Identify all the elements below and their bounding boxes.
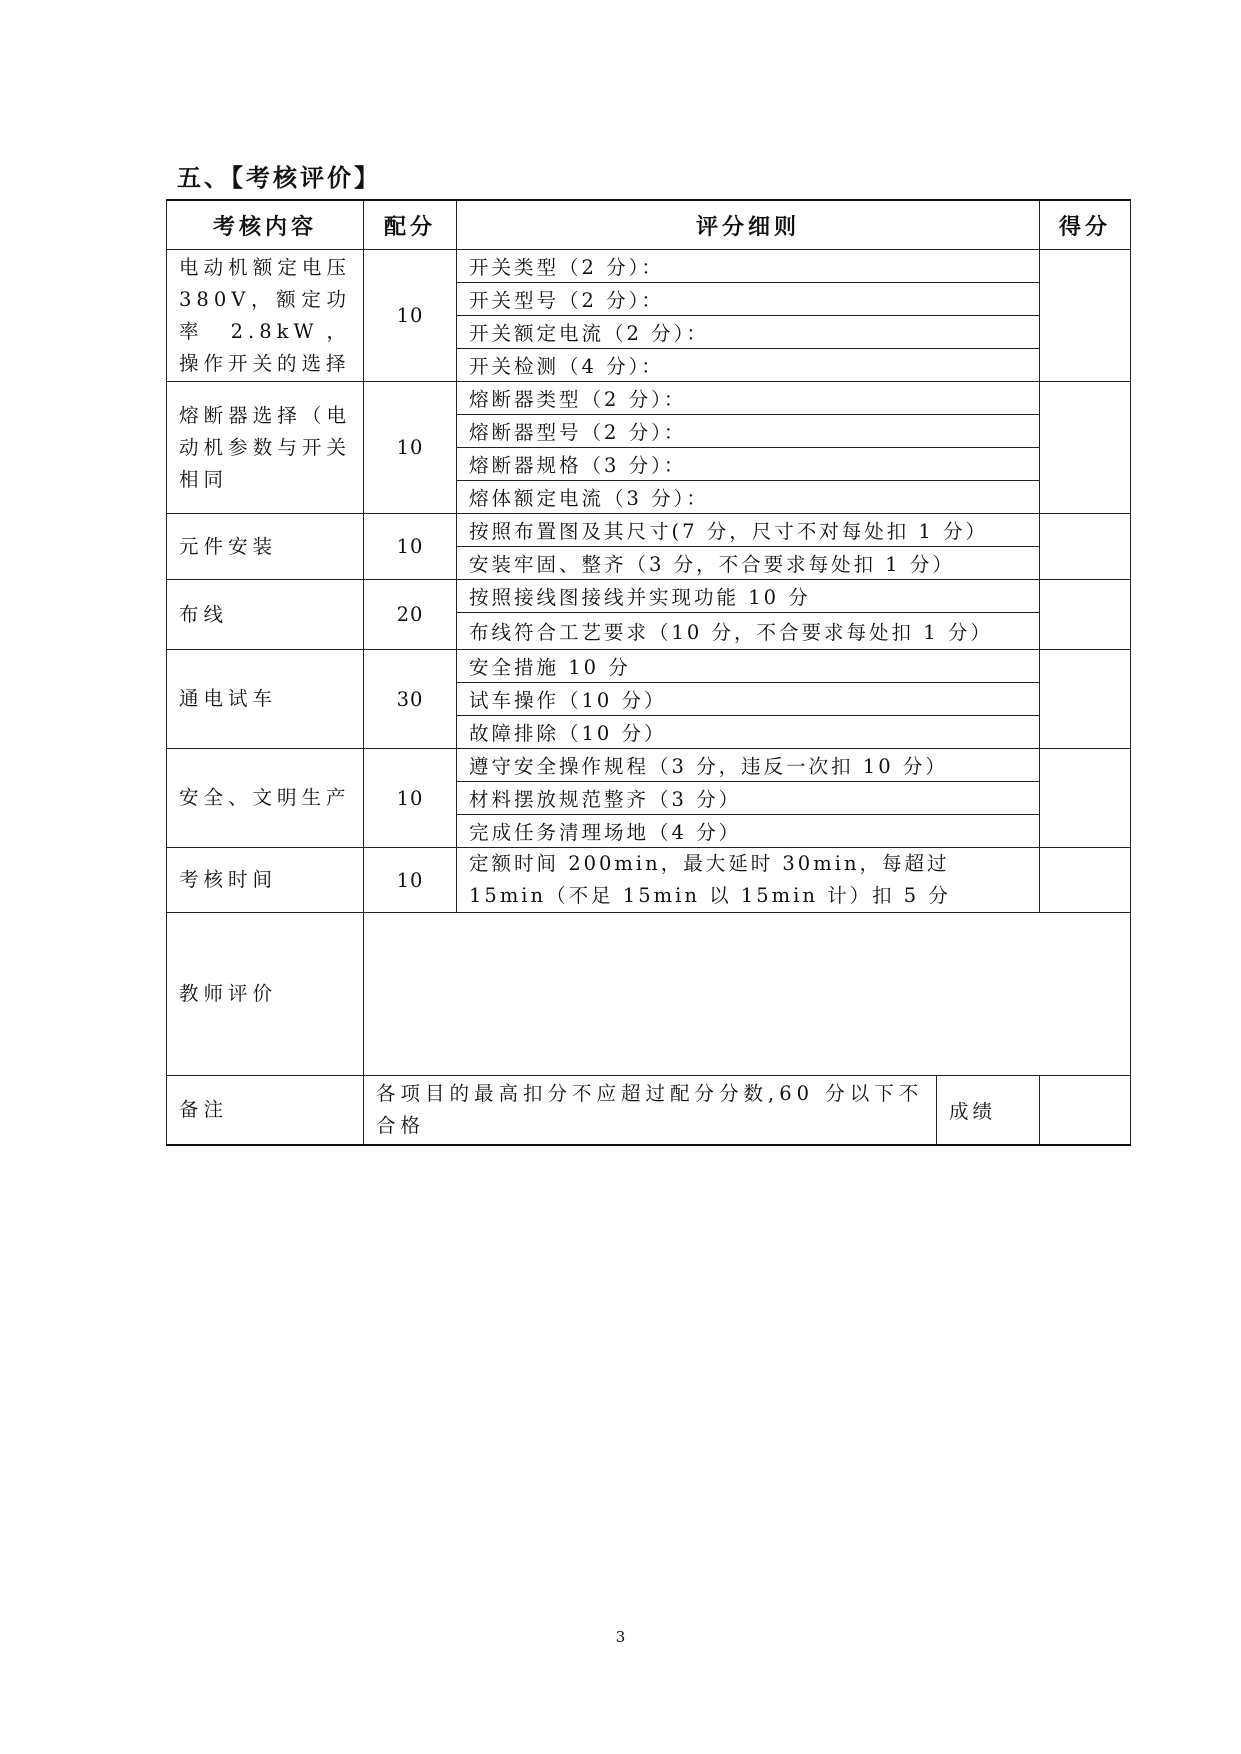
score-cell: 10 [364,250,457,382]
detail-cell: 开关额定电流（2 分）： [457,316,1040,349]
score-cell: 10 [364,514,457,580]
header-item: 考核内容 [167,200,364,250]
detail-cell: 安全措施 10 分 [457,650,1040,683]
earned-cell[interactable] [1040,382,1131,514]
table-header-row [167,200,1131,250]
detail-cell: 安装牢固、整齐（3 分，不合要求每处扣 1 分） [457,547,1040,580]
earned-cell[interactable] [1040,580,1131,650]
header-detail: 评分细则 [457,200,1040,250]
score-cell: 10 [364,382,457,514]
earned-cell[interactable] [1040,650,1131,749]
item-cell: 电动机额定电压 380V，额定功率 2.8kW，操作开关的选择 [167,250,364,382]
score-cell: 10 [364,749,457,848]
table-row [167,650,1131,683]
detail-cell: 遵守安全操作规程（3 分，违反一次扣 10 分） [457,749,1040,782]
earned-cell[interactable] [1040,514,1131,580]
item-cell: 元件安装 [167,514,364,580]
header-score: 配分 [364,200,457,250]
teacher-evaluation-cell[interactable] [364,913,1131,1076]
grade-label: 成绩 [936,1076,1039,1144]
table-row [167,382,1131,415]
detail-cell: 试车操作（10 分） [457,683,1040,716]
item-cell: 布线 [167,580,364,650]
detail-cell: 故障排除（10 分） [457,716,1040,749]
teacher-evaluation-row [167,913,1131,1076]
detail-cell: 开关型号（2 分）： [457,283,1040,316]
table-row [167,749,1131,782]
earned-cell[interactable] [1040,250,1131,382]
detail-cell: 开关检测（4 分）： [457,349,1040,382]
detail-cell: 熔体额定电流（3 分）： [457,481,1040,514]
detail-cell: 开关类型（2 分）： [457,250,1040,283]
note-cell [364,1076,1040,1146]
item-cell: 考核时间 [167,848,364,913]
detail-cell: 熔断器规格（3 分）： [457,448,1040,481]
note-label: 备注 [167,1076,364,1146]
section-title: 五、【考核评价】 [177,163,381,192]
evaluation-table [166,199,1131,1146]
detail-cell: 熔断器类型（2 分）： [457,382,1040,415]
score-cell: 30 [364,650,457,749]
header-earned: 得分 [1040,200,1131,250]
page-number: 3 [615,1628,626,1646]
item-cell: 熔断器选择（电动机参数与开关相同 [167,382,364,514]
table-row [167,250,1131,283]
detail-cell: 定额时间 200min，最大延时 30min，每超过 15min（不足 15min 以 15min 计）扣 5 分 [457,848,1040,913]
detail-cell: 完成任务清理场地（4 分） [457,815,1040,848]
score-cell: 20 [364,580,457,650]
item-cell: 通电试车 [167,650,364,749]
detail-cell: 材料摆放规范整齐（3 分） [457,782,1040,815]
score-cell: 10 [364,848,457,913]
detail-cell: 按照布置图及其尺寸(7 分，尺寸不对每处扣 1 分） [457,514,1040,547]
item-cell: 安全、文明生产 [167,749,364,848]
note-text: 各项目的最高扣分不应超过配分分数,60 分以下不合格 [376,1082,924,1137]
note-row [167,1076,1131,1146]
grade-cell[interactable] [1040,1076,1131,1146]
earned-cell[interactable] [1040,848,1131,913]
detail-cell: 布线符合工艺要求（10 分，不合要求每处扣 1 分） [457,613,1040,650]
detail-cell: 熔断器型号（2 分）： [457,415,1040,448]
earned-cell[interactable] [1040,749,1131,848]
table-row [167,848,1131,913]
teacher-evaluation-label: 教师评价 [167,913,364,1076]
detail-cell: 按照接线图接线并实现功能 10 分 [457,580,1040,613]
table-row [167,514,1131,547]
table-row [167,580,1131,613]
